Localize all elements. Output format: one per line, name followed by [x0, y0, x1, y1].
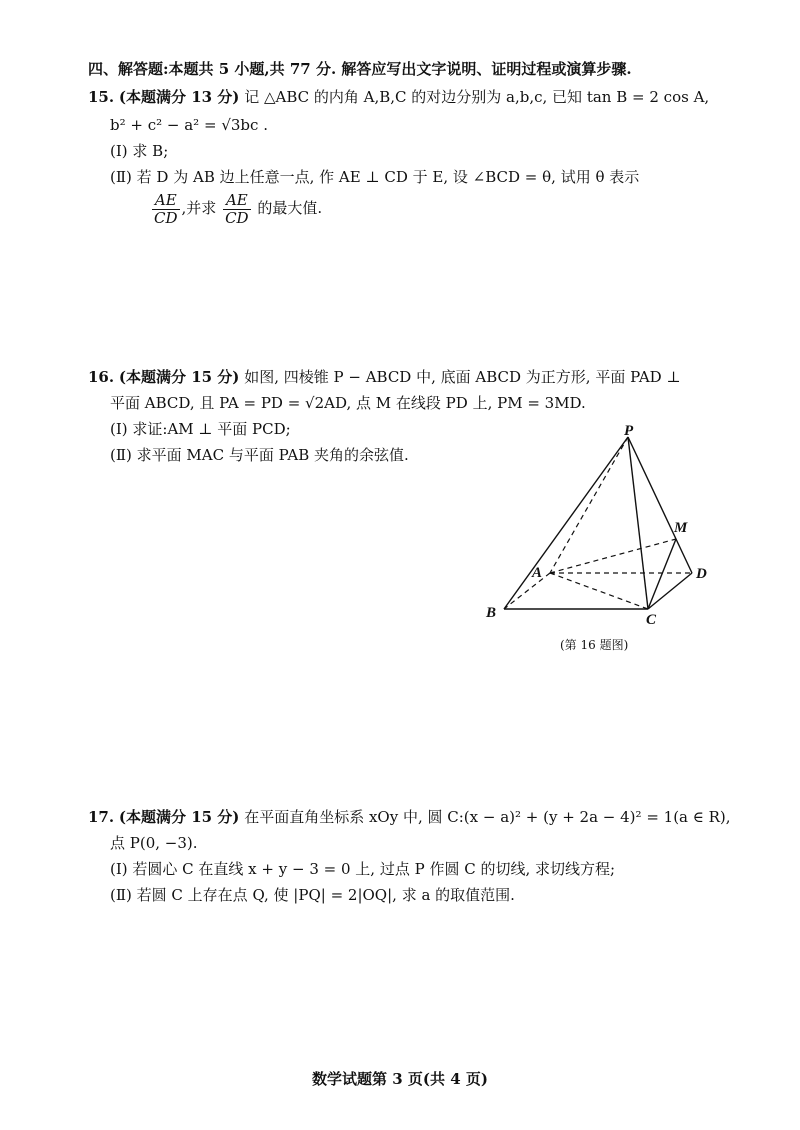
q15-stem-b-part2: bc .	[240, 116, 268, 134]
page-footer: 数学试题第 3 页(共 4 页)	[312, 1070, 488, 1088]
label-D: D	[696, 566, 707, 582]
q16-stem-b: 平面 ABCD, 且 PA = PD = √2AD, 点 M 在线段 PD 上, PM = 3MD.	[110, 394, 586, 412]
label-B: B	[486, 605, 497, 621]
edge-PC	[628, 437, 648, 609]
q15-part2-b	[150, 190, 322, 227]
edge-AC	[550, 573, 648, 609]
q15-part2-mid: ,并求	[181, 199, 217, 217]
edge-PA	[550, 437, 628, 573]
edge-AM	[550, 539, 676, 573]
q16-number: 16.	[88, 368, 115, 386]
q17-stem-line-1	[88, 806, 731, 828]
q15-part2-end: 的最大值.	[257, 199, 323, 217]
q15-part2-a: (Ⅱ) 若 D 为 AB 边上任意一点, 作 AE ⊥ CD 于 E, 设 ∠BCD = θ, 试用 θ 表示	[110, 168, 640, 186]
edge-MC	[648, 539, 676, 609]
q17-part1: (Ⅰ) 若圆心 C 在直线 x + y − 3 = 0 上, 过点 P 作圆 C 的切线, 求切线方程;	[110, 860, 616, 878]
q15-fraction-2-den: CD	[225, 208, 249, 227]
q15-stem-a: 记 △ABC 的内角 A,B,C 的对边分别为 a,b,c, 已知 tan B = 2 cos A,	[244, 88, 710, 106]
pyramid-figure	[480, 425, 720, 625]
pyramid-solid-edges	[504, 437, 692, 609]
edge-AB	[504, 573, 550, 609]
label-M: M	[674, 520, 688, 536]
q17-stem-a: 在平面直角坐标系 xOy 中, 圆 C:(x − a)² + (y + 2a − 4)² = 1(a ∈ R),	[244, 808, 731, 826]
edge-PB	[504, 437, 628, 609]
q15-stem-b-sqrt: √3	[221, 116, 241, 134]
q17-score: (本题满分 15 分)	[118, 808, 240, 826]
q16-part2: (Ⅱ) 求平面 MAC 与平面 PAB 夹角的余弦值.	[110, 446, 409, 464]
q17-stem-b: 点 P(0, −3).	[110, 834, 198, 852]
q16-stem-a: 如图, 四棱锥 P − ABCD 中, 底面 ABCD 为正方形, 平面 PAD ⊥	[244, 368, 681, 386]
figure-caption: (第 16 题图)	[560, 638, 629, 652]
label-P: P	[624, 425, 634, 439]
section-header: 四、解答题:本题共 5 小题,共 77 分. 解答应写出文字说明、证明过程或演算步骤.	[88, 60, 632, 78]
q17-number: 17.	[88, 808, 115, 826]
q15-part1: (Ⅰ) 求 B;	[110, 142, 169, 160]
q15-fraction-1	[152, 192, 180, 227]
q16-part1: (Ⅰ) 求证:AM ⊥ 平面 PCD;	[110, 420, 291, 438]
q17-part2: (Ⅱ) 若圆 C 上存在点 Q, 使 |PQ| = 2|OQ|, 求 a 的取值范围.	[110, 886, 515, 904]
label-C: C	[646, 612, 657, 625]
label-A: A	[532, 565, 543, 581]
q16-stem-line-1	[88, 366, 681, 388]
q15-fraction-2-num: AE	[223, 192, 251, 210]
q15-stem-line-1	[88, 86, 709, 108]
q15-stem-b-part1: b² + c² − a² =	[110, 116, 222, 134]
q15-number: 15.	[88, 88, 115, 106]
q15-score: (本题满分 13 分)	[118, 88, 240, 106]
q16-score: (本题满分 15 分)	[118, 368, 240, 386]
q15-fraction-2	[223, 192, 251, 227]
edge-PD	[628, 437, 692, 573]
q15-fraction-1-num: AE	[152, 192, 180, 210]
q15-fraction-1-den: CD	[154, 208, 178, 227]
pyramid-hidden-edges	[504, 437, 692, 609]
q15-stem-line-2	[110, 114, 268, 136]
